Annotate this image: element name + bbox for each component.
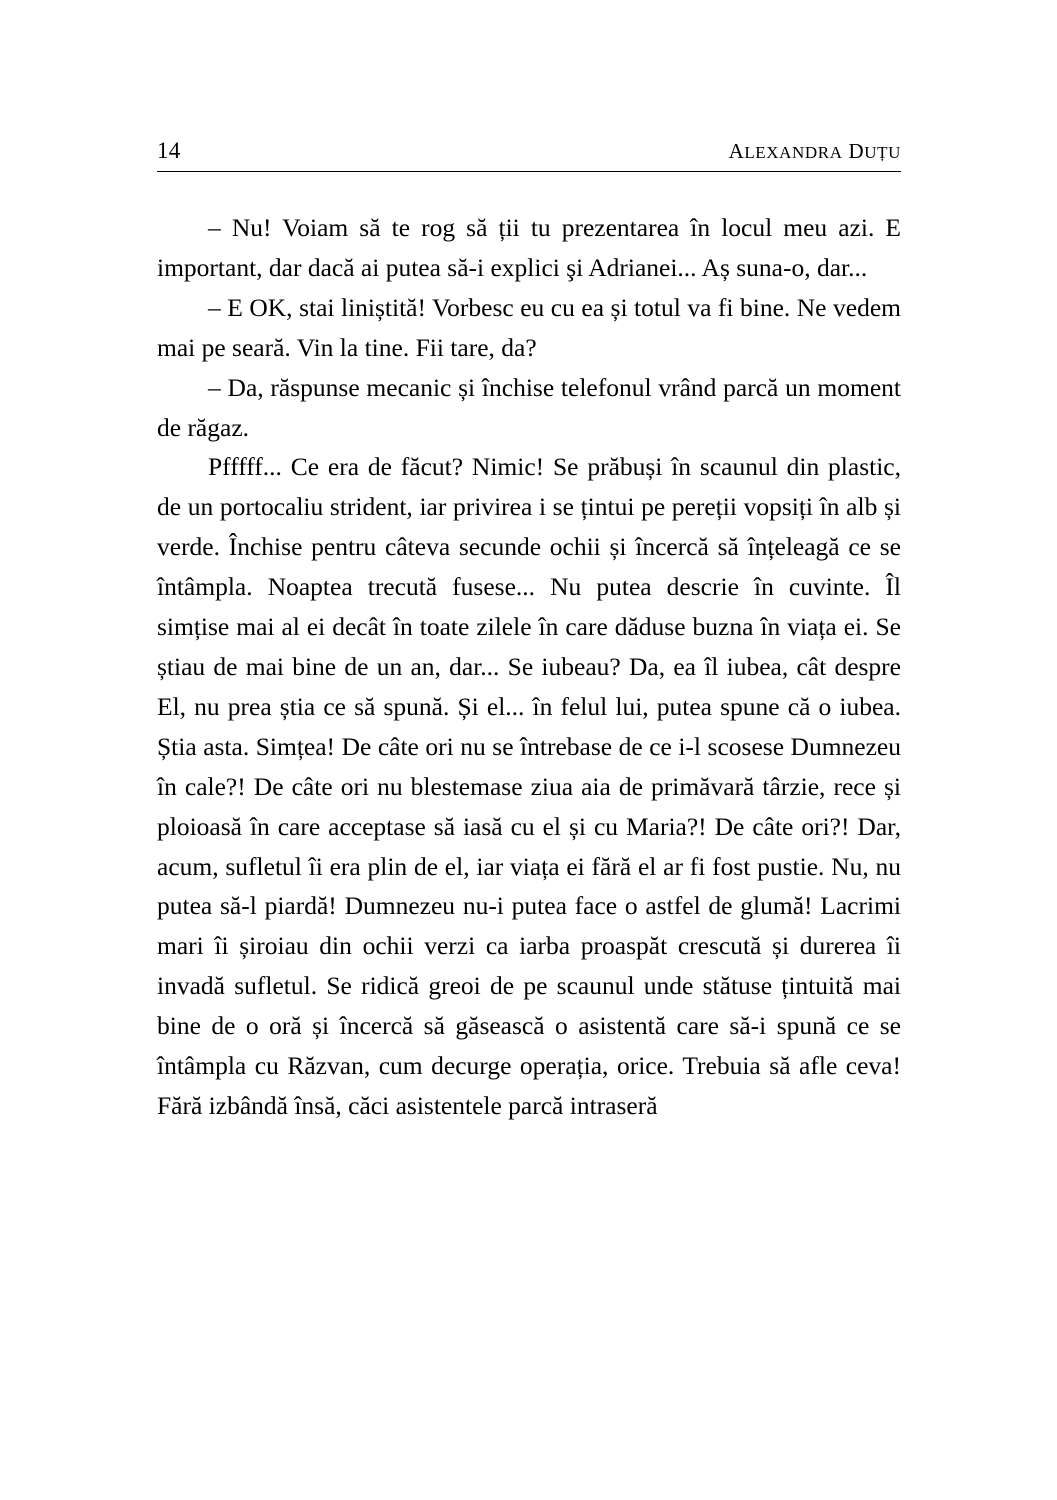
paragraph: – E OK, stai liniștită! Vorbesc eu cu ea și totul va fi bine. Ne vedem mai pe seară. Vin la tine. Fii tare, da? <box>157 292 901 362</box>
running-title-surname-rest: UȚU <box>864 143 901 162</box>
running-title-author-rest: LEXANDRA <box>744 143 843 162</box>
paragraph: – Da, răspunse mecanic și închise telefonul vrând parcă un moment de răgaz. <box>157 372 901 442</box>
page-header <box>157 138 901 172</box>
running-title-surname-initial: D <box>848 139 865 163</box>
body-text <box>157 208 901 1126</box>
running-title <box>729 139 901 164</box>
page-number: 14 <box>157 138 181 163</box>
running-title-author-initial: A <box>728 139 745 163</box>
paragraph: – Nu! Voiam să te rog să ții tu prezentarea în locul meu azi. E important, dar dacă ai putea să-i explici şi Adrianei... Aș suna-o, dar... <box>157 213 901 282</box>
paragraph: Pfffff... Ce era de făcut? Nimic! Se prăbuși în scaunul din plastic, de un portocaliu strident, iar privirea i se țintui pe pereții vopsiți în alb și verde. Închise pentru câteva secunde ochii și încercă să înțeleagă ce se întâmpla. Noaptea trecută fusese... Nu putea descrie în cuvinte. Îl simțise mai al ei decât în toate zilele în care dăduse buzna în viața ei. Se știau de mai bine de un an, dar... Se iubeau? Da, ea îl iubea, cât despre El, nu prea știa ce să spună. Și el... în felul lui, putea spune că o iubea. Știa asta. Simțea! De câte ori nu se întrebase de ce i-l scosese Dumnezeu în cale?! De câte ori nu blestemase ziua aia de primăvară târzie, rece și ploioasă în care acceptase să iasă cu el și cu Maria?! De câte ori?! Dar, acum, sufletul îi era plin de el, iar viața ei fără el ar fi fost pustie. Nu, nu putea să-l piardă! Dumnezeu nu-i putea face o astfel de glumă! Lacrimi mari îi șiroiau din ochii verzi ca iarba proaspăt crescută și durerea îi invadă sufletul. Se ridică greoi de pe scaunul unde stătuse țintuită mai bine de o oră și încercă să găsească o asistentă care să-i spună ce se întâmpla cu Răzvan, cum decurge operația, orice. Trebuia să afle ceva! Fără izbândă însă, căci asistentele parcă intraseră <box>157 452 901 1120</box>
page-content <box>157 138 901 1126</box>
